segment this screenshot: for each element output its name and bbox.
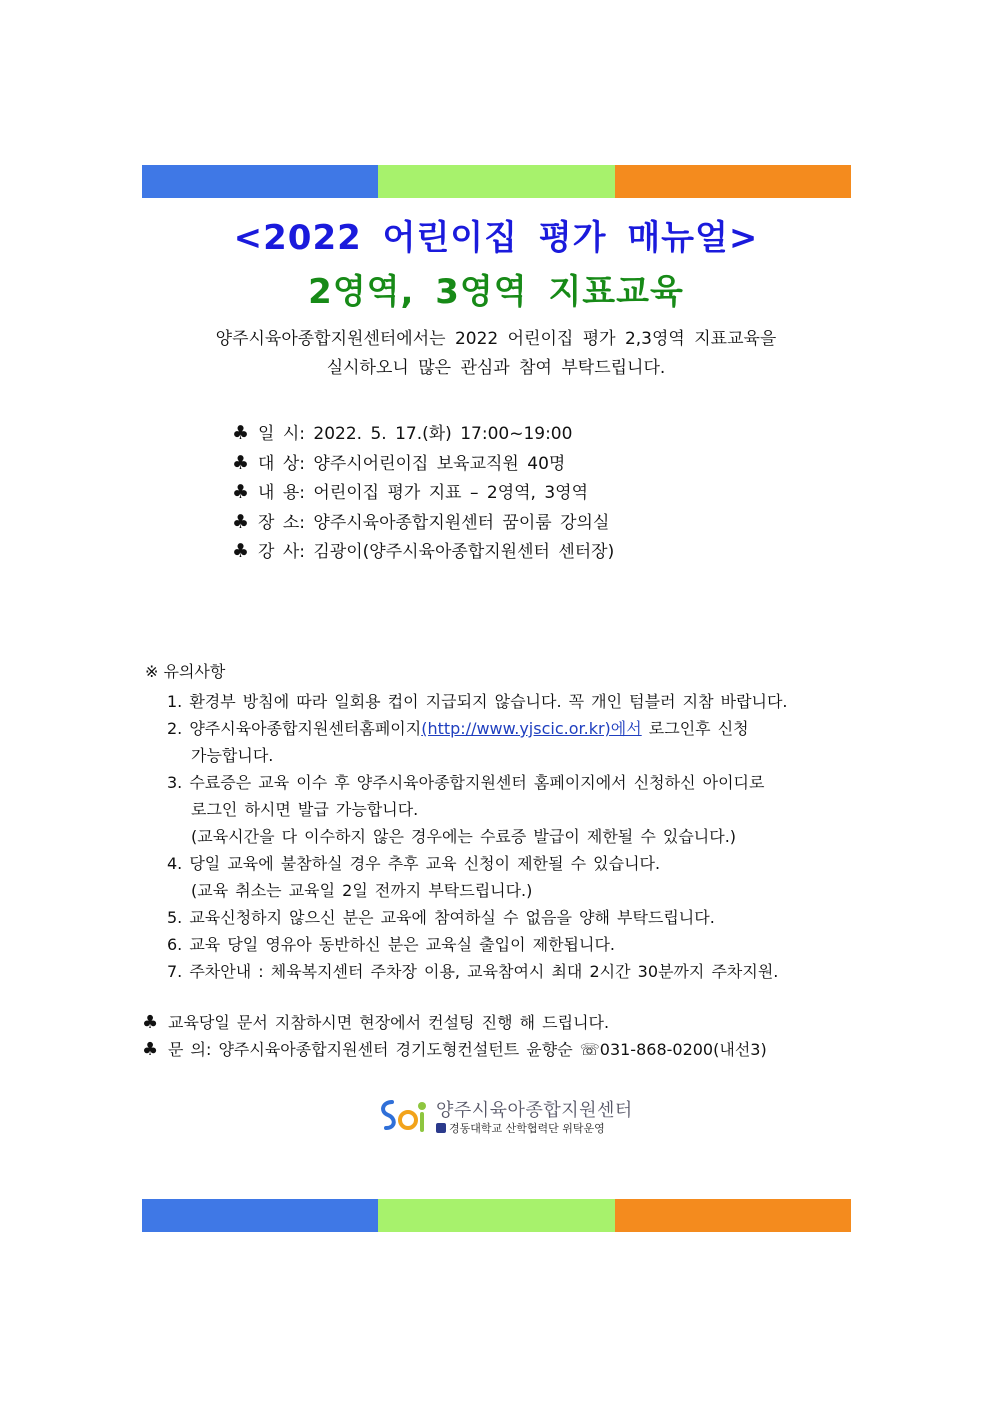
note-item-4-remark: (교육 취소는 교육일 2일 전까지 부탁드립니다.) bbox=[191, 881, 533, 900]
info-row-date bbox=[232, 419, 852, 449]
note-item-3: 3. 수료증은 교육 이수 후 양주시육아종합지원센터 홈페이지에서 신청하신 아이디로 bbox=[167, 773, 765, 792]
homepage-link[interactable]: (http://www.yjscic.or.kr)에서 bbox=[421, 719, 642, 738]
note-item-2 bbox=[167, 715, 867, 742]
club-bullet-icon: ♣ bbox=[232, 540, 250, 563]
club-bullet-icon: ♣ bbox=[232, 481, 250, 504]
info-row-target bbox=[232, 449, 852, 479]
info-value: 어린이집 평가 지표 – 2영역, 3영역 bbox=[313, 483, 589, 504]
center-logo-icon bbox=[378, 1094, 434, 1138]
note-item-2-prefix: 2. 양주시육아종합지원센터홈페이지 bbox=[167, 719, 422, 738]
info-row-instructor bbox=[232, 537, 852, 567]
footer-consulting-line bbox=[142, 1009, 842, 1036]
info-row-content bbox=[232, 478, 852, 508]
info-label: 장 소: bbox=[258, 512, 305, 533]
footer-notes bbox=[142, 1009, 842, 1063]
info-value: 양주시육아종합지원센터 꿈이룸 강의실 bbox=[313, 512, 610, 533]
footer-line1: 교육당일 문서 지참하시면 현장에서 컨설팅 진행 해 드립니다. bbox=[168, 1013, 610, 1032]
logo-sub-line bbox=[436, 1120, 605, 1136]
note-item-4: 4. 당일 교육에 불참하실 경우 추후 교육 신청이 제한될 수 있습니다. bbox=[167, 854, 661, 873]
top-bar-orange bbox=[615, 165, 851, 198]
top-color-bar bbox=[142, 165, 851, 198]
info-value: 양주시어린이집 보육교직원 40명 bbox=[313, 453, 566, 474]
top-bar-green bbox=[378, 165, 614, 198]
center-logo bbox=[378, 1094, 638, 1138]
club-bullet-icon: ♣ bbox=[142, 1012, 159, 1033]
club-bullet-icon: ♣ bbox=[232, 510, 250, 533]
note-item-5: 5. 교육신청하지 않으신 분은 교육에 참여하실 수 없음을 양해 부탁드립니다. bbox=[167, 908, 715, 927]
note-item-7: 7. 주차안내 : 체육복지센터 주차장 이용, 교육참여시 최대 2시간 30분까지 주차지원. bbox=[167, 962, 779, 981]
notes-heading: ※ 유의사항 bbox=[145, 662, 226, 681]
club-bullet-icon: ♣ bbox=[232, 422, 250, 444]
info-label: 일 시: bbox=[258, 424, 305, 444]
note-item-2-continued: 가능합니다. bbox=[191, 746, 274, 765]
intro-line2: 실시하오니 많은 관심과 참여 부탁드립니다. bbox=[326, 358, 666, 378]
info-label: 대 상: bbox=[258, 453, 305, 474]
club-bullet-icon: ♣ bbox=[232, 451, 250, 474]
title-line1: <2022 어린이집 평가 매뉴얼> bbox=[233, 218, 759, 258]
footer-line2: 문 의: 양주시육아종합지원센터 경기도형컨설턴트 윤향순 ☏031-868-0200(내선3) bbox=[168, 1040, 767, 1059]
note-item-6: 6. 교육 당일 영유아 동반하신 분은 교육실 출입이 제한됩니다. bbox=[167, 935, 615, 954]
top-bar-blue bbox=[142, 165, 378, 198]
note-item-3-continued: 로그인 하시면 발급 가능합니다. bbox=[191, 800, 419, 819]
bottom-bar-orange bbox=[615, 1199, 851, 1232]
logo-center-name: 양주시육아종합지원센터 bbox=[436, 1100, 633, 1121]
logo-sub-text: 경동대학교 산학협력단 위탁운영 bbox=[449, 1122, 605, 1135]
notes-list bbox=[167, 688, 867, 985]
note-item-1: 1. 환경부 방침에 따라 일회용 컵이 지급되지 않습니다. 꼭 개인 텀블러 지참 바랍니다. bbox=[167, 692, 788, 711]
intro-text bbox=[0, 325, 992, 383]
club-bullet-icon: ♣ bbox=[142, 1039, 159, 1060]
info-label: 내 용: bbox=[258, 483, 305, 504]
university-emblem-icon bbox=[436, 1123, 446, 1133]
bottom-color-bar bbox=[142, 1199, 851, 1232]
note-item-3-remark: (교육시간을 다 이수하지 않은 경우에는 수료증 발급이 제한될 수 있습니다.) bbox=[191, 827, 737, 846]
footer-contact-line bbox=[142, 1036, 842, 1063]
bottom-bar-blue bbox=[142, 1199, 378, 1232]
event-info-list bbox=[232, 419, 852, 567]
info-row-place bbox=[232, 508, 852, 538]
info-label: 강 사: bbox=[258, 542, 305, 563]
intro-line1: 양주시육아종합지원센터에서는 2022 어린이집 평가 2,3영역 지표교육을 bbox=[215, 329, 777, 349]
title-line2: 2영역, 3영역 지표교육 bbox=[308, 272, 684, 312]
info-value: 김광이(양주시육아종합지원센터 센터장) bbox=[313, 542, 615, 563]
bottom-bar-green bbox=[378, 1199, 614, 1232]
info-value: 2022. 5. 17.(화) 17:00~19:00 bbox=[313, 424, 573, 444]
note-item-2-suffix: 로그인후 신청 bbox=[641, 719, 749, 738]
